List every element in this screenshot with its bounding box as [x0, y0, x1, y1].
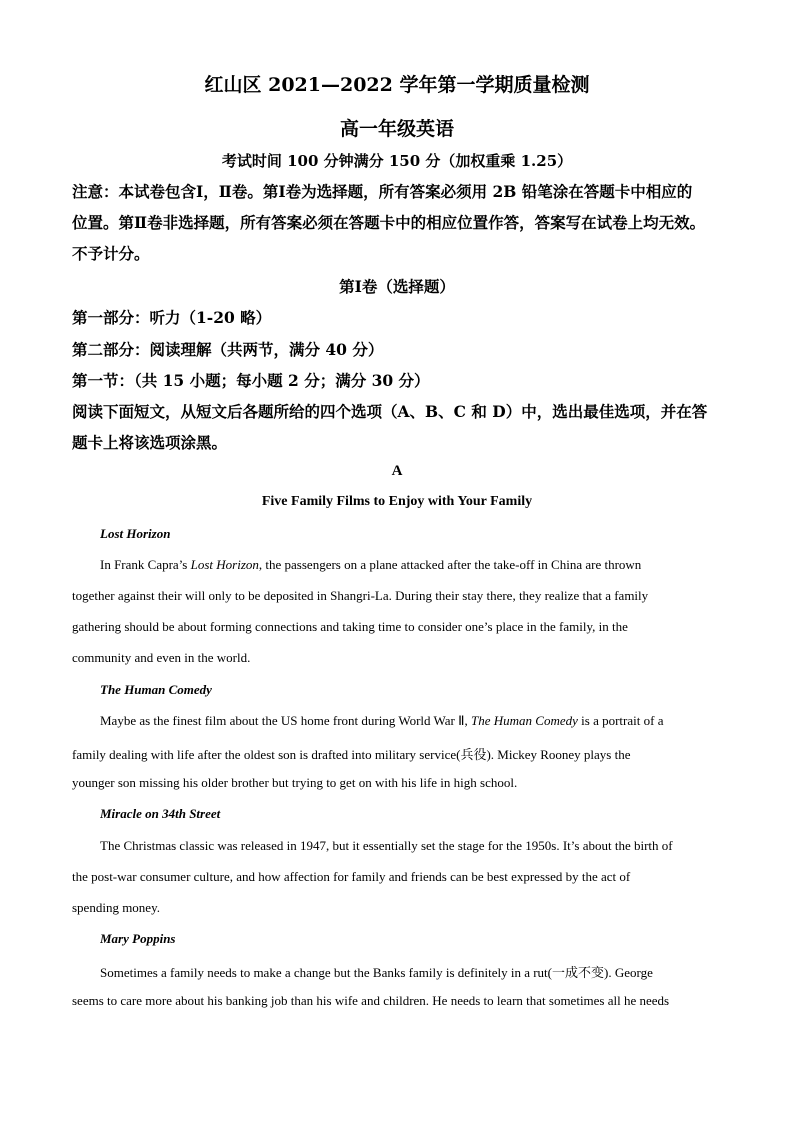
volume-heading: 第Ⅰ卷（选择题）	[339, 277, 455, 296]
page-title: 红山区 2021—2022 学年第一学期质量检测	[204, 74, 590, 96]
film-2-line-3: younger son missing his older brother but trying to get on with his life in high school.	[72, 775, 518, 790]
film-title-human-comedy: The Human Comedy	[100, 682, 212, 697]
film-4-line-2: seems to care more about his banking job than his wife and children. He needs to learn that sometimes all he needs	[72, 993, 670, 1008]
page-subtitle: 高一年级英语	[339, 118, 454, 140]
film-2-line-1: Maybe as the finest film about the US home front during World War Ⅱ, The Human Comedy is a portrait of a	[100, 713, 664, 728]
film-title-miracle-34th-street: Miracle on 34th Street	[100, 806, 221, 821]
film-1-line-3: gathering should be about forming connections and taking time to consider one’s place in the family, in the	[72, 619, 628, 634]
film-4-line-1: Sometimes a family needs to make a change but the Banks family is definitely in a rut(一成不变). George	[100, 965, 653, 980]
instructions-line-2: 题卡上将该选项涂黑。	[72, 433, 228, 452]
exam-time-info: 考试时间 100 分钟满分 150 分（加权重乘 1.25）	[221, 152, 573, 170]
passage-title: Five Family Films to Enjoy with Your Family	[261, 494, 533, 509]
film-3-line-3: spending money.	[72, 900, 160, 915]
instructions-line-1: 阅读下面短文，从短文后各题所给的四个选项（A、B、C 和 D）中，选出最佳选项，并在答	[72, 402, 708, 421]
film-2-line-2: family dealing with life after the oldest son is drafted into military service(兵役). Mickey Rooney plays the	[72, 747, 631, 762]
film-1-line-4: community and even in the world.	[72, 650, 251, 665]
film-3-line-2: the post-war consumer culture, and how affection for family and friends can be best expressed by the act of	[72, 869, 631, 884]
part-one-heading: 第一部分：听力（1-20 略）	[72, 308, 272, 327]
film-title-mary-poppins: Mary Poppins	[100, 931, 176, 946]
film-title-lost-horizon: Lost Horizon	[100, 526, 171, 541]
film-3-line-1: The Christmas classic was released in 1947, but it essentially set the stage for the 1950s. It’s about the birth of	[100, 838, 673, 853]
notice-line-1: 注意：本试卷包含Ⅰ，Ⅱ卷。第Ⅰ卷为选择题，所有答案必须用 2B 铅笔涂在答题卡中相应的	[72, 182, 693, 201]
passage-label: A	[391, 463, 403, 479]
notice-line-2: 位置。第Ⅱ卷非选择题，所有答案必须在答题卡中的相应位置作答，答案写在试卷上均无效。	[72, 213, 706, 232]
film-1-line-1: In Frank Capra’s Lost Horizon, the passengers on a plane attacked after the take-off in China are thrown	[100, 557, 642, 572]
section-one-heading: 第一节：（共 15 小题；每小题 2 分；满分 30 分）	[72, 371, 430, 390]
part-two-heading: 第二部分：阅读理解（共两节，满分 40 分）	[72, 340, 384, 359]
notice-line-3: 不予计分。	[72, 244, 150, 263]
film-1-line-2: together against their will only to be deposited in Shangri-La. During their stay there, they realize that a family	[72, 588, 649, 603]
